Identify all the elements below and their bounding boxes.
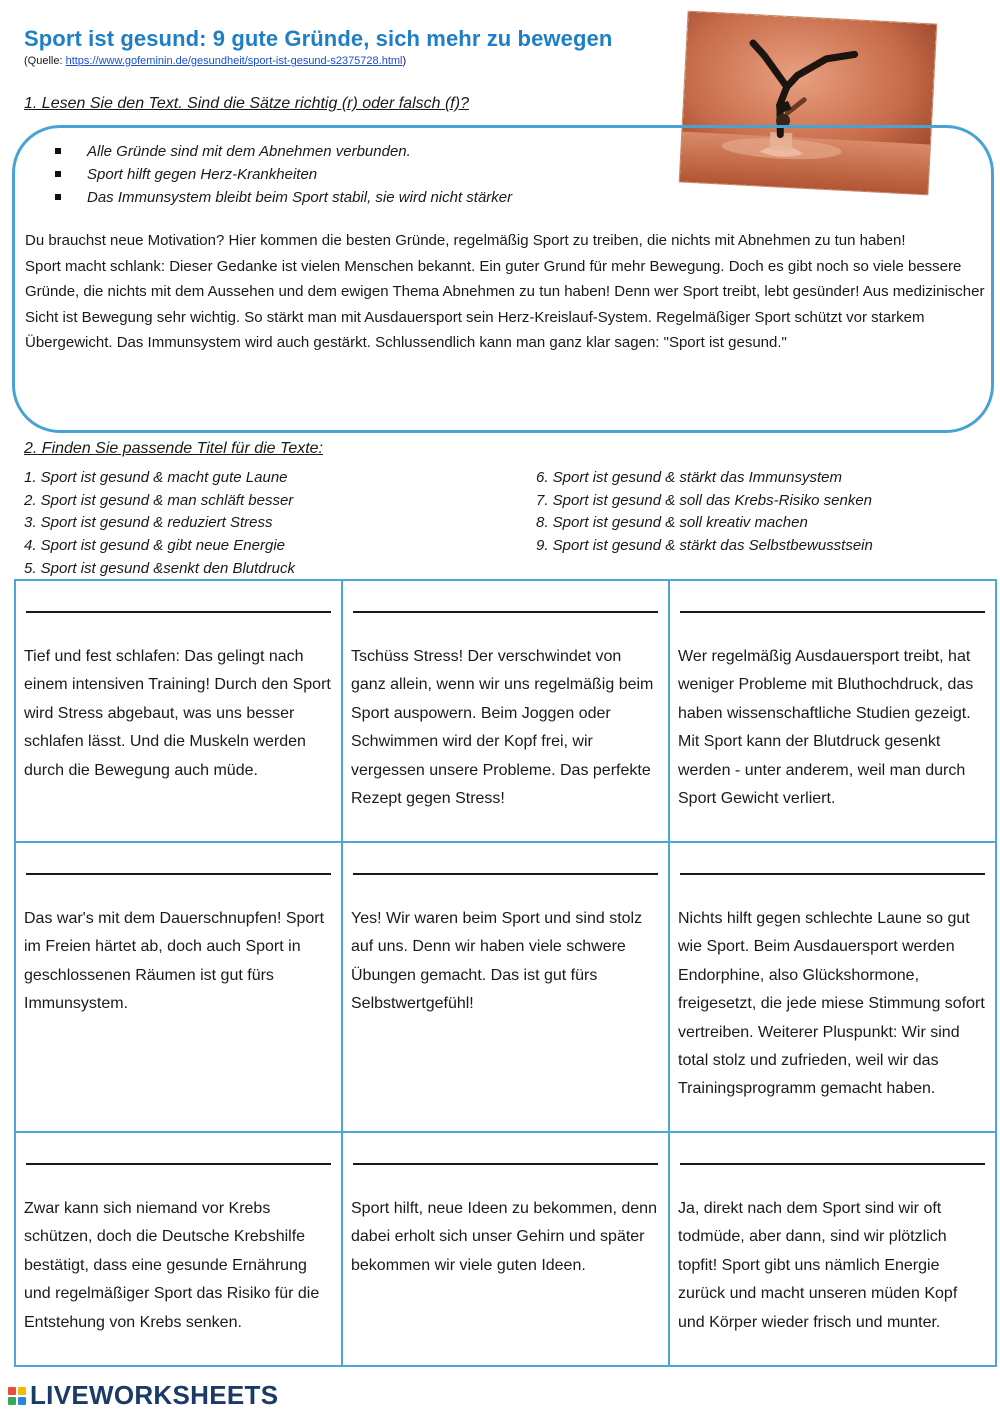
statement-item: [55, 186, 512, 209]
source-suffix: ): [402, 55, 407, 67]
text-grid: [14, 579, 997, 1367]
cell-text: Zwar kann sich niemand vor Krebs schützen, doch die Deutsche Krebshilfe bestätigt, dass eine gesunde Ernährung und regelmäßiger Sport das Risiko für die Entstehung von Krebs senken.: [24, 1200, 320, 1331]
statement-list: [55, 140, 512, 209]
title-option: 8. Sport ist gesund & soll kreativ machen: [536, 514, 808, 532]
statement-item: [55, 163, 512, 186]
answer-line[interactable]: [680, 1163, 985, 1165]
title-options-right: [536, 467, 873, 558]
title-options-left: [24, 467, 295, 581]
statement-text: Alle Gründe sind mit dem Abnehmen verbunden.: [87, 143, 411, 160]
title-option: 7. Sport ist gesund & soll das Krebs-Risiko senken: [536, 491, 872, 509]
logo-block: [18, 1397, 26, 1405]
text-cell: [669, 1132, 996, 1366]
page-title: Sport ist gesund: 9 gute Gründe, sich mehr zu bewegen: [24, 26, 613, 51]
cell-text: Wer regelmäßig Ausdauersport treibt, hat weniger Probleme mit Bluthochdruck, das haben wissenschaftliche Studien gezeigt. Mit Sport kann der Blutdruck gesenkt werden - unter anderem, weil man durch Sport Gewicht verliert.: [678, 648, 974, 808]
reading-paragraph: Du brauchst neue Motivation? Hier kommen die besten Gründe, regelmäßig Sport zu treiben, die nichts mit Abnehmen zu tun haben!: [25, 232, 906, 249]
answer-line[interactable]: [26, 1163, 331, 1165]
logo-block: [18, 1387, 26, 1395]
reading-text: [25, 228, 985, 356]
answer-line[interactable]: [353, 873, 658, 875]
answer-line[interactable]: [26, 611, 331, 613]
answer-line[interactable]: [353, 611, 658, 613]
cell-text: Yes! Wir waren beim Sport und sind stolz auf uns. Denn wir haben viele schwere Übungen gemacht. Das ist gut fürs Selbstwertgefühl!: [351, 910, 643, 1013]
logo-block: [8, 1387, 16, 1395]
text-cell: [15, 580, 342, 842]
answer-line[interactable]: [353, 1163, 658, 1165]
text-cell: [342, 580, 669, 842]
brand-name: LIVEWORKSHEETS: [30, 1380, 279, 1410]
title-option: 2. Sport ist gesund & man schläft besser: [24, 491, 294, 509]
text-cell: [342, 842, 669, 1132]
title-option: 3. Sport ist gesund & reduziert Stress: [24, 514, 273, 532]
statement-text: Sport hilft gegen Herz-Krankheiten: [87, 166, 318, 183]
statement-text: Das Immunsystem bleibt beim Sport stabil, sie wird nicht stärker: [87, 189, 513, 206]
bullet-icon: [55, 148, 61, 154]
cell-text: Nichts hilft gegen schlechte Laune so gut wie Sport. Beim Ausdauersport werden Endorphine, also Glückshormone, freigesetzt, die jede miese Stimmung sofort vertreiben. Weiterer Pluspunkt: Wir sind total stolz und zufrieden, weil wir das Trainingsprogramm gemacht haben.: [678, 910, 985, 1098]
title-option: 9. Sport ist gesund & stärkt das Selbstbewusstsein: [536, 537, 873, 555]
logo-block: [8, 1397, 16, 1405]
title-option: 5. Sport ist gesund &senkt den Blutdruck: [24, 559, 295, 577]
title-option: 4. Sport ist gesund & gibt neue Energie: [24, 537, 286, 555]
liveworksheets-logo-icon: [8, 1387, 26, 1405]
source-link[interactable]: https://www.gofeminin.de/gesundheit/sport-ist-gesund-s2375728.html: [65, 55, 403, 67]
text-cell: [342, 1132, 669, 1366]
task1-heading: 1. Lesen Sie den Text. Sind die Sätze richtig (r) oder falsch (f)?: [24, 95, 469, 112]
bullet-icon: [55, 171, 61, 177]
answer-line[interactable]: [26, 873, 331, 875]
task2-heading: 2. Finden Sie passende Titel für die Texte:: [24, 440, 323, 457]
source-prefix: (Quelle:: [24, 55, 66, 67]
text-cell: [15, 842, 342, 1132]
cell-text: Das war's mit dem Dauerschnupfen! Sport im Freien härtet ab, doch auch Sport in geschlossenen Räumen ist gut fürs Immunsystem.: [24, 910, 325, 1013]
answer-line[interactable]: [680, 611, 985, 613]
cell-text: Tief und fest schlafen: Das gelingt nach einem intensiven Training! Durch den Sport wird Stress abgebaut, was uns besser schlafen lässt. Und die Muskeln werden durch die Bewegung auch müde.: [24, 648, 331, 779]
source-citation: [24, 55, 406, 67]
title-option: 1. Sport ist gesund & macht gute Laune: [24, 469, 288, 486]
cell-text: Ja, direkt nach dem Sport sind wir oft todmüde, aber dann, sind wir plötzlich topfit! Sport gibt uns nämlich Energie zurück und macht unseren müden Kopf und Körper wieder frisch und munter.: [678, 1200, 958, 1331]
text-cell: [669, 580, 996, 842]
text-cell: [669, 842, 996, 1132]
footer-logo: [8, 1380, 278, 1411]
statement-item: [55, 140, 512, 163]
bullet-icon: [55, 194, 61, 200]
cell-text: Tschüss Stress! Der verschwindet von ganz allein, wenn wir uns regelmäßig beim Sport auspowern. Beim Joggen oder Schwimmen wird der Kopf frei, wir vergessen unsere Probleme. Das perfekte Rezept gegen Stress!: [351, 648, 654, 808]
text-cell: [15, 1132, 342, 1366]
cell-text: Sport hilft, neue Ideen zu bekommen, denn dabei erholt sich unser Gehirn und später bekommen wir viele guten Ideen.: [351, 1200, 657, 1274]
title-option: 6. Sport ist gesund & stärkt das Immunsystem: [536, 469, 842, 486]
reading-box: [12, 125, 994, 433]
answer-line[interactable]: [680, 873, 985, 875]
reading-paragraph: Sport macht schlank: Dieser Gedanke ist vielen Menschen bekannt. Ein guter Grund für mehr Bewegung. Doch es gibt noch so viele bessere Gründe, die nichts mit dem Aussehen und dem ewigen Thema Abnehmen zu tun haben! Denn wer Sport treibt, lebt gesünder! Aus medizinischer Sicht ist Bewegung sehr wichtig. So stärkt man mit Ausdauersport sein Herz-Kreislauf-System. Regelmäßiger Sport schützt vor starkem Übergewicht. Das Immunsystem wird auch gestärkt. Schlussendlich kann man ganz klar sagen: "Sport ist gesund.": [25, 257, 985, 351]
